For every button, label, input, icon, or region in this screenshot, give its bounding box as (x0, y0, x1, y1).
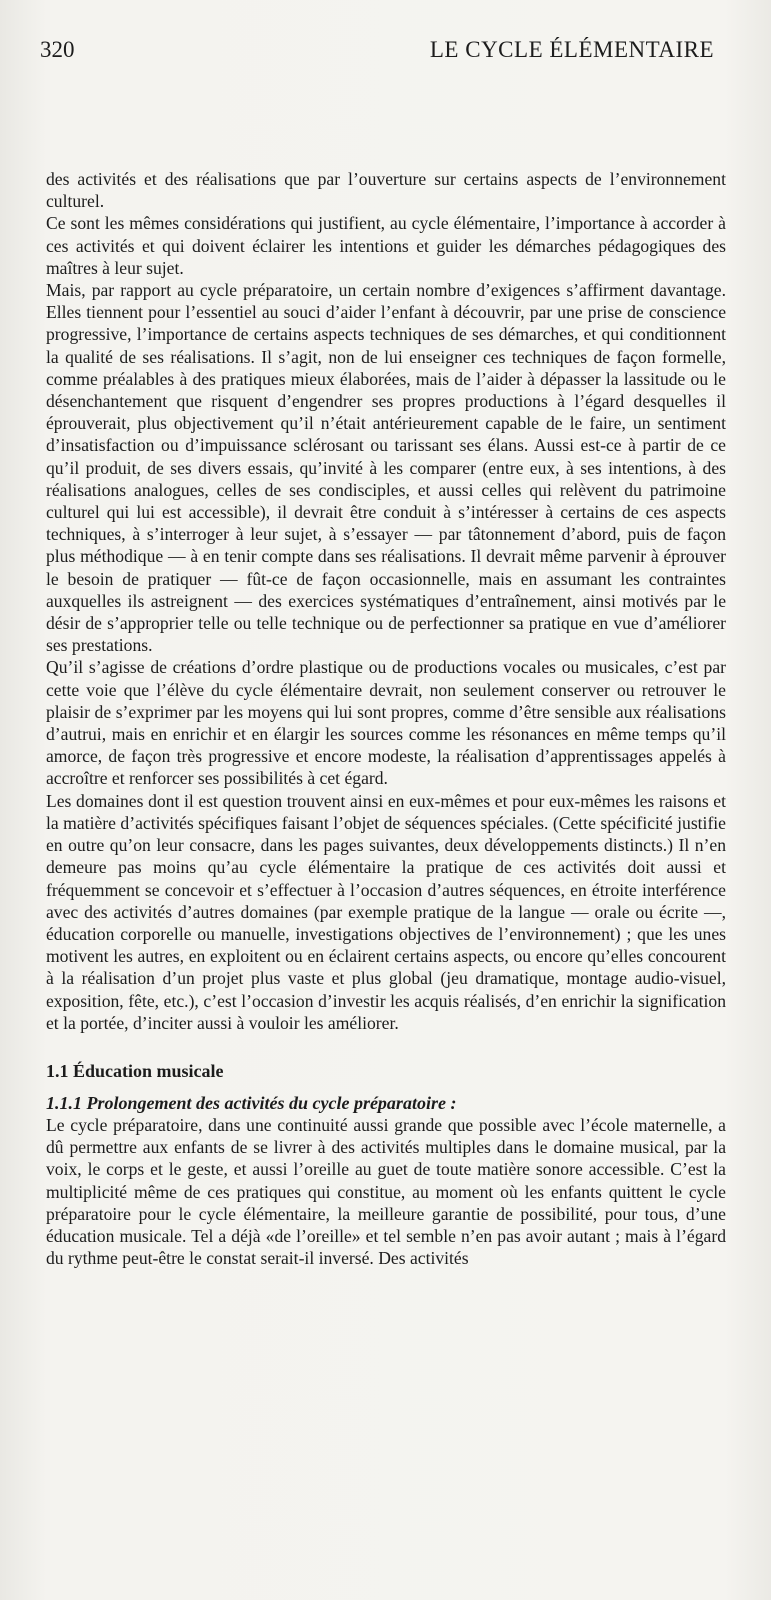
running-head (40, 34, 714, 66)
page-number: 320 (40, 37, 75, 62)
chapter-title: LE CYCLE ÉLÉMENTAIRE (429, 37, 714, 62)
paragraph: Mais, par rapport au cycle préparatoire, un certain nombre d’exigences s’affirment davantage. Elles tiennent pour l’essentiel au souci d’aider l’enfant à découvrir, par une prise de conscience progressive, l’importance de certains aspects techniques de ses démarches, et qui conditionnent la qualité de ses réalisations. Il s’agit, non de lui enseigner ces techniques de façon formelle, comme préalables à des pratiques mieux élaborées, mais de l’aider à dépasser la lassitude ou le désenchantement que risquent d’engendrer ses propres productions à l’égard desquelles il éprouverait, plus objectivement qu’il n’était antérieurement capable de le faire, un sentiment d’insatisfaction ou d’impuissance sclérosant ou tarissant ses élans. Aussi est-ce à partir de ce qu’il produit, de ses divers essais, qu’invité à les comparer (entre eux, à ses intentions, à des réalisations analogues, celles de ses condisciples, et aussi celles qui relèvent du patrimoine culturel qui lui est accessible), il devrait être conduit à s’intéresser à certains de ces aspects techniques, à s’interroger à leur sujet, à s’essayer — par tâtonnement d’abord, puis de façon plus méthodique — à en tenir compte dans ses réalisations. Il devrait même parvenir à éprouver le besoin de pratiquer — fût-ce de façon occasionnelle, mais en assumant les contraintes auxquelles ils astreignent — des exercices systématiques d’entraînement, ainsi motivés par le désir de s’approprier telle ou telle technique ou de perfectionner sa pratique en vue d’améliorer ses prestations. (46, 280, 726, 656)
body-text (46, 168, 726, 1269)
paragraph: des activités et des réalisations que par l’ouverture sur certains aspects de l’environnement culturel. (46, 169, 726, 212)
section-heading: 1.1 Éducation musicale (46, 1060, 224, 1081)
paragraph: Ce sont les mêmes considérations qui justifient, au cycle élémentaire, l’importance à accorder à ces activités et qui doivent éclairer les intentions et guider les démarches pédagogiques des maîtres à leur sujet. (46, 213, 726, 278)
paragraph: Qu’il s’agisse de créations d’ordre plastique ou de productions vocales ou musicales, c’est par cette voie que l’élève du cycle élémentaire devrait, non seulement conserver ou retrouver le plaisir de s’exprimer par les moyens qui lui sont propres, comme d’être sensible aux réalisations d’autrui, mais en enrichir et en élargir les sources comme les résonances en même temps qu’il amorce, de façon très progressive et encore modeste, la réalisation d’apprentissages appelés à accroître et renforcer ses possibilités à cet égard. (46, 657, 726, 789)
paragraph: Les domaines dont il est question trouvent ainsi en eux-mêmes et pour eux-mêmes les raisons et la matière d’activités spécifiques faisant l’objet de séquences spéciales. (Cette spécificité justifie en outre qu’on leur consacre, dans les pages suivantes, deux développements distincts.) Il n’en demeure pas moins qu’au cycle élémentaire la pratique de ces activités doit aussi et fréquemment se concevoir et s’effectuer à l’occasion d’autres séquences, en étroite interférence avec des activités d’autres domaines (par exemple pratique de la langue — orale ou écrite —, éducation corporelle ou manuelle, investigations objectives de l’environnement) ; que les unes motivent les autres, en exploitent ou en éclairent certains aspects, ou encore qu’elles concourent à la réalisation d’un projet plus vaste et plus global (jeu dramatique, montage audio-visuel, exposition, fête, etc.), c’est l’occasion d’investir les acquis réalisés, d’en enrichir la signification et la portée, d’inciter aussi à vouloir les améliorer. (46, 790, 726, 1033)
paragraph: Le cycle préparatoire, dans une continuité aussi grande que possible avec l’école maternelle, a dû permettre aux enfants de se livrer à des activités multiples dans le domaine musical, par la voix, le corps et le geste, et aussi l’oreille au guet de toute matière sonore accessible. C’est la multiplicité même de ces pratiques qui constitue, au moment où les enfants quittent le cycle préparatoire pour le cycle élémentaire, la meilleure garantie de possibilité, pour tous, d’une éducation musicale. Tel a déjà «de l’oreille» et tel semble n’en pas avoir autant ; mais à l’égard du rythme peut-être le constat serait-il inversé. Des activités (46, 1114, 726, 1269)
subsection-heading: 1.1.1 Prolongement des activités du cycle préparatoire : (46, 1092, 457, 1113)
